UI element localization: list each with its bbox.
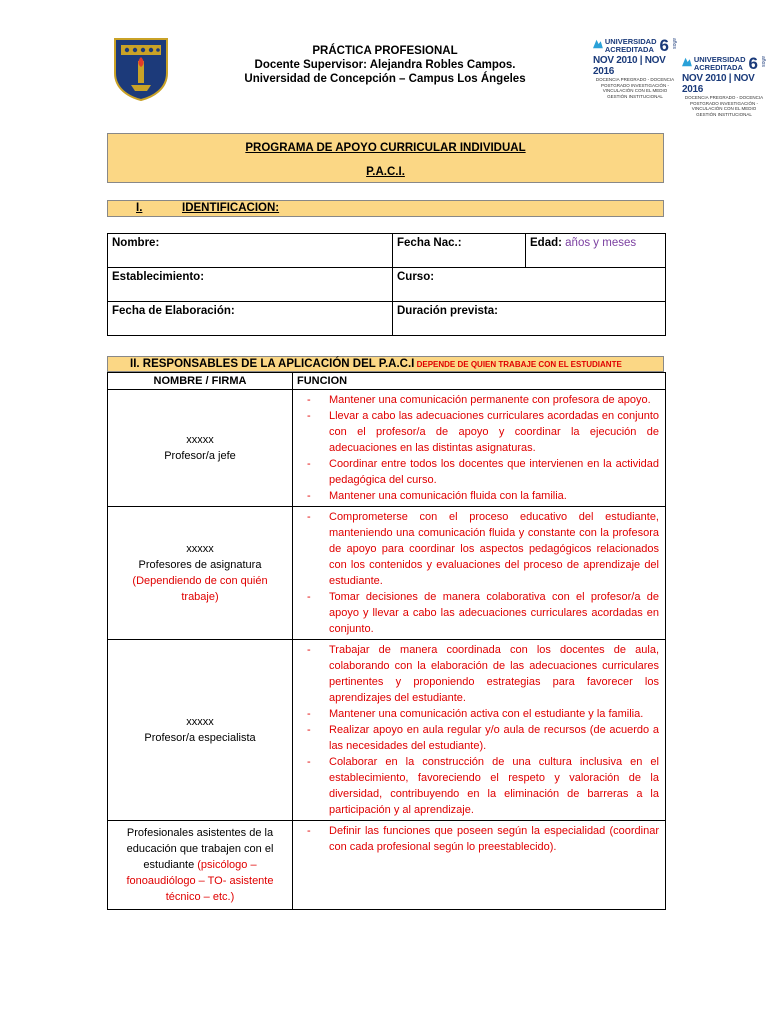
header-text xyxy=(200,44,570,86)
responsable-role-note: (Dependiendo de con quién trabaje) xyxy=(132,575,268,603)
supervisor-line: Docente Supervisor: Alejandra Robles Campos. xyxy=(254,59,516,71)
accreditation-mark-icon xyxy=(593,38,603,50)
function-item: - Realizar apoyo en aula regular y/o aula de recursos (de acuerdo a las necesidades del estudiante). xyxy=(297,722,659,754)
accreditation-logo: UNIVERSIDAD ACREDITADA 6 años NOV 2010 | NOV 2016 DOCENCIA PREGRADO - DOCENCIA POSTGRADO INVESTIGACIÓN - VINCULACIÓN CON EL MEDIO GESTIÓN INSTITUCIONAL xyxy=(593,36,677,99)
curso-field[interactable]: Curso: xyxy=(393,268,666,302)
function-cell xyxy=(293,640,666,821)
edad-hint: años y meses xyxy=(565,237,637,249)
section-title: II. RESPONSABLES DE LA APLICACIÓN DEL P.A.C.I xyxy=(130,358,415,370)
function-cell xyxy=(293,507,666,640)
column-header-funcion: FUNCION xyxy=(293,373,666,390)
responsable-name: xxxxx xyxy=(186,543,214,555)
section-title: IDENTIFICACION: xyxy=(182,202,280,214)
fecha-elaboracion-field[interactable]: Fecha de Elaboración: xyxy=(108,302,393,336)
responsable-role: Profesor/a jefe xyxy=(164,450,236,462)
function-item: - Mantener una comunicación permanente con profesora de apoyo. xyxy=(297,392,659,408)
function-cell xyxy=(293,390,666,507)
identification-table xyxy=(107,233,666,336)
responsable-cell[interactable] xyxy=(108,390,293,507)
table-row xyxy=(108,390,666,507)
duracion-prevista-field[interactable]: Duración prevista: xyxy=(393,302,666,336)
responsable-cell[interactable] xyxy=(108,640,293,821)
responsable-cell[interactable] xyxy=(108,507,293,640)
responsable-role: Profesionales asistentes de la educación que trabajen con el estudiante xyxy=(126,827,274,871)
accreditation-logo: UNIVERSIDAD ACREDITADA 6 años NOV 2010 | NOV 2016 DOCENCIA PREGRADO - DOCENCIA POSTGRADO INVESTIGACIÓN - VINCULACIÓN CON EL MEDIO GESTIÓN INSTITUCIONAL xyxy=(682,54,766,117)
campus-line: Universidad de Concepción – Campus Los Ángeles xyxy=(244,73,526,85)
responsable-role-note: (psicólogo – fonoaudiólogo – TO- asistente técnico – etc.) xyxy=(126,859,274,903)
section-identificacion-header xyxy=(107,200,664,217)
responsable-cell[interactable] xyxy=(108,821,293,910)
fecha-nac-field[interactable]: Fecha Nac.: xyxy=(393,234,526,268)
column-header-nombre: NOMBRE / FIRMA xyxy=(108,373,293,390)
function-item: - Mantener una comunicación activa con el estudiante y la familia. xyxy=(297,706,659,722)
paci-title: PROGRAMA DE APOYO CURRICULAR INDIVIDUAL xyxy=(245,142,526,154)
responsable-name: xxxxx xyxy=(186,434,214,446)
section-note: DEPENDE DE QUIEN TRABAJE CON EL ESTUDIANTE xyxy=(414,360,622,369)
function-item: - Comprometerse con el proceso educativo del estudiante, manteniendo una comunicación fluida y constante con la profesora de apoyo para coordinar los aspectos pedagógicos relacionados con los contenidos y evaluaciones del proceso de aprendizaje del estudiante. xyxy=(297,509,659,589)
edad-field[interactable]: Edad: años y meses xyxy=(526,234,666,268)
function-item: - Coordinar entre todos los docentes que intervienen en la actividad pedagógica del curso. xyxy=(297,456,659,488)
responsable-name: xxxxx xyxy=(186,716,214,728)
responsable-role: Profesor/a especialista xyxy=(144,732,256,744)
responsable-role: Profesores de asignatura xyxy=(138,559,262,571)
function-item: - Mantener una comunicación fluida con la familia. xyxy=(297,488,659,504)
responsables-table xyxy=(107,372,666,910)
section-responsables-header xyxy=(107,356,664,372)
university-crest-logo xyxy=(113,37,169,101)
function-item: - Trabajar de manera coordinada con los docentes de aula, colaborando con la elaboración de las adecuaciones curriculares pertinentes y proponiendo estrategias para favorecer los aprendizajes del estudiante. xyxy=(297,642,659,706)
paci-subtitle: P.A.C.I. xyxy=(366,166,405,178)
table-header-row xyxy=(108,373,666,390)
table-row xyxy=(108,507,666,640)
function-item: - Colaborar en la construcción de una cultura inclusiva en el establecimiento, favoreciendo el respeto y valoración de la diversidad, contribuyendo en la eliminación de barreras a la participación y al aprendizaje. xyxy=(297,754,659,818)
section-number: I. xyxy=(136,202,143,214)
practice-title: PRÁCTICA PROFESIONAL xyxy=(312,45,458,57)
table-row xyxy=(108,640,666,821)
function-cell xyxy=(293,821,666,910)
function-item: - Tomar decisiones de manera colaborativa con el profesor/a de apoyo y llevar a cabo las adecuaciones curriculares acordadas en conjunto. xyxy=(297,589,659,637)
table-row xyxy=(108,821,666,910)
paci-title-banner xyxy=(107,133,664,183)
function-item: - Llevar a cabo las adecuaciones curriculares acordadas en conjunto con el profesor/a de apoyo y coordinar la ejecución de adecuaciones en las distintas asignaturas. xyxy=(297,408,659,456)
establecimiento-field[interactable]: Establecimiento: xyxy=(108,268,393,302)
function-item: - Definir las funciones que poseen según la especialidad (coordinar con cada profesional según lo preestablecido). xyxy=(297,823,659,855)
accreditation-mark-icon xyxy=(682,56,692,68)
nombre-field[interactable]: Nombre: xyxy=(108,234,393,268)
